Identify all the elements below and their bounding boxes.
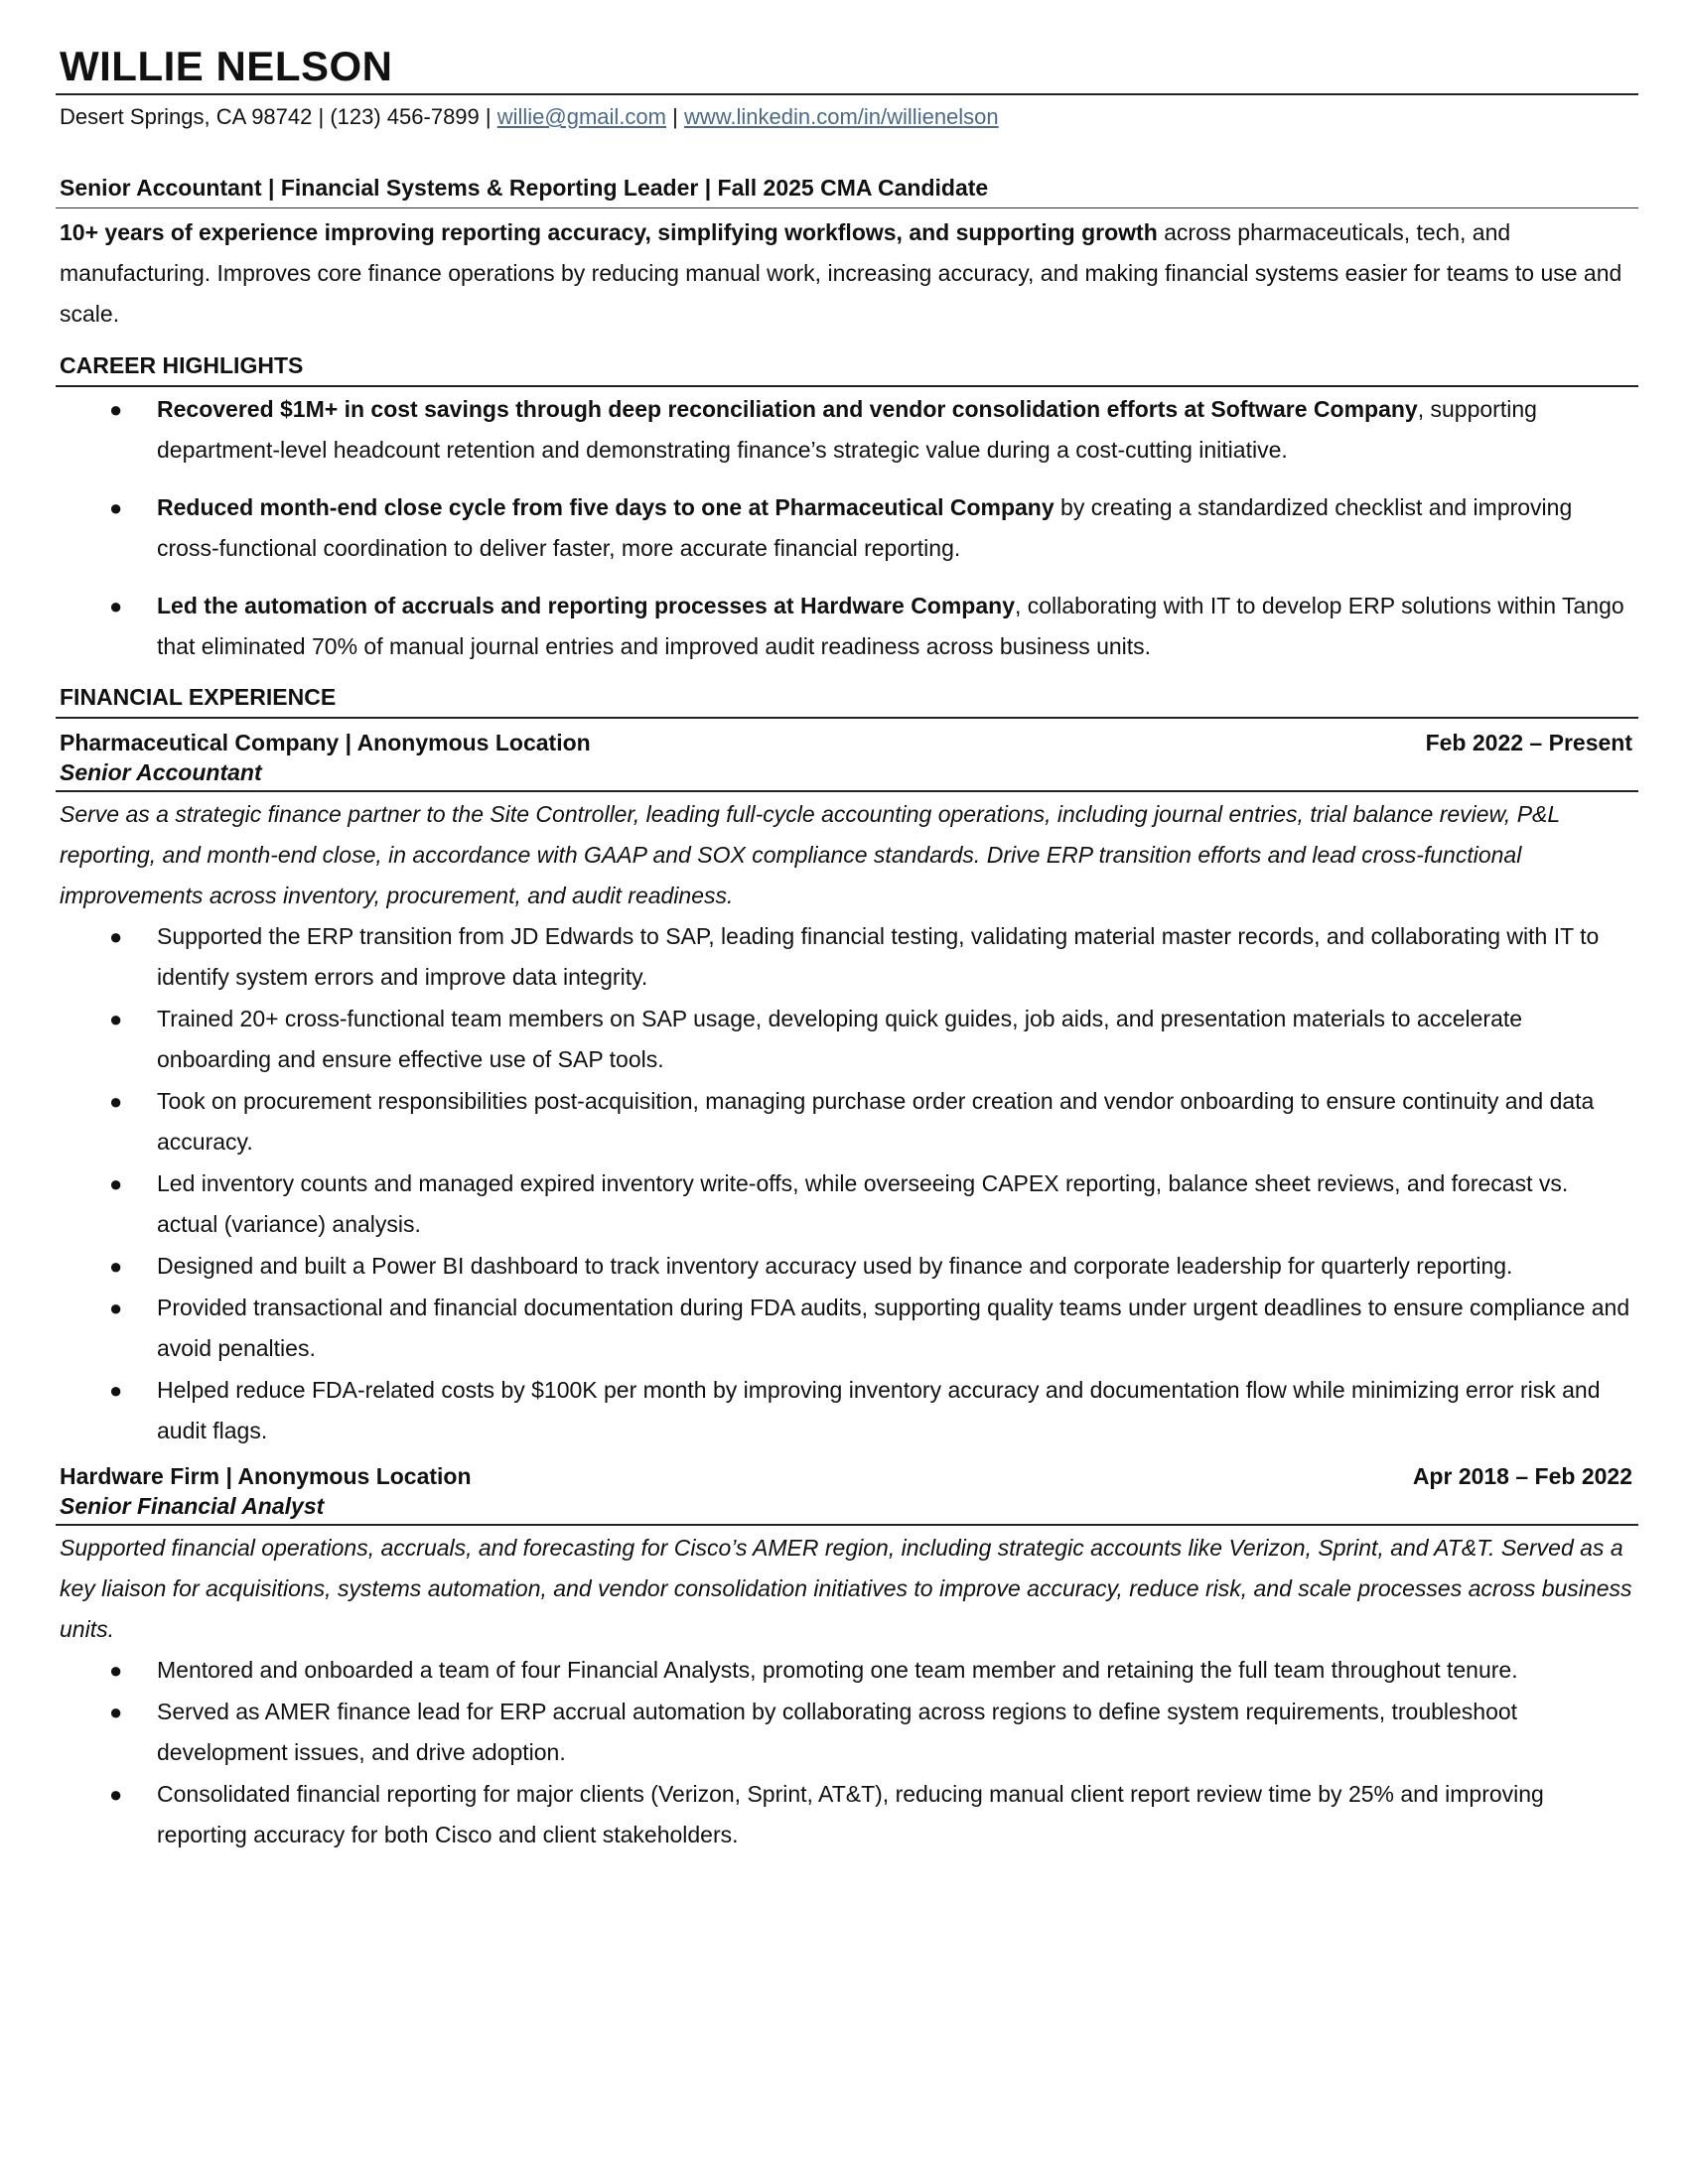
bullet-text: Provided transactional and financial documentation during FDA audits, supporting quality teams under urgent deadlines to ensure compliance and avoid penalties. — [157, 1295, 1630, 1361]
summary-lead: 10+ years of experience improving reporting accuracy, simplifying workflows, and supporting growth — [60, 219, 1158, 245]
bullet-text: Supported the ERP transition from JD Edwards to SAP, leading financial testing, validating material master records, and collaborating with IT to identify system errors and improve data integrity. — [157, 923, 1600, 990]
bullet-text: Designed and built a Power BI dashboard to track inventory accuracy used by finance and corporate leadership for quarterly reporting. — [157, 1253, 1513, 1279]
job-company: Hardware Firm | Anonymous Location — [60, 1463, 472, 1489]
bullet-text: Took on procurement responsibilities post-acquisition, managing purchase order creation and vendor onboarding to ensure continuity and data accuracy. — [157, 1088, 1595, 1155]
list-item — [56, 487, 1638, 569]
location: Desert Springs, CA 98742 — [60, 104, 313, 129]
bullet-icon: ● — [109, 924, 123, 949]
bullet-icon: ● — [109, 1171, 123, 1196]
job-role: Senior Financial Analyst — [56, 1492, 1638, 1526]
bullet-icon: ● — [109, 1254, 123, 1279]
separator: | — [312, 104, 331, 129]
highlights-list — [56, 389, 1638, 667]
bullet-text: Served as AMER finance lead for ERP accrual automation by collaborating across regions to define system requirements, troubleshoot development issues, and drive adoption. — [157, 1699, 1518, 1765]
bullet-icon: ● — [109, 1296, 123, 1320]
bullet-icon: ● — [109, 1007, 123, 1031]
list-item — [56, 1650, 1638, 1691]
job-header — [56, 719, 1638, 758]
bullet-text: Consolidated financial reporting for major clients (Verizon, Sprint, AT&T), reducing manual client report review time by 25% and improving reporting accuracy for both Cisco and client stakeholders. — [157, 1781, 1544, 1847]
job-header — [56, 1452, 1638, 1492]
bullet-text: Helped reduce FDA-related costs by $100K per month by improving inventory accuracy and documentation flow while minimizing error risk and audit flags. — [157, 1377, 1601, 1443]
highlight-bold: Recovered $1M+ in cost savings through deep reconciliation and vendor consolidation efforts at Software Company — [157, 396, 1418, 422]
job-description: Serve as a strategic finance partner to the Site Controller, leading full-cycle accounting operations, including journal entries, trial balance review, P&L reporting, and month-end close, in accordance with GAAP and SOX compliance standards. Drive ERP transition efforts and lead cross-functional improvements across inventory, procurement, and audit readiness. — [60, 801, 1560, 908]
separator: | — [666, 104, 684, 129]
bullet-icon: ● — [109, 1089, 123, 1114]
summary-paragraph — [56, 208, 1638, 335]
job-description: Supported financial operations, accruals, and forecasting for Cisco’s AMER region, including strategic accounts like Verizon, Sprint, and AT&T. Served as a key liaison for acquisitions, systems automation, and vendor consolidation initiatives to improve accuracy, reduce risk, and scale processes across business units. — [60, 1535, 1632, 1642]
highlight-bold: Led the automation of accruals and reporting processes at Hardware Company — [157, 593, 1015, 618]
list-item — [56, 916, 1638, 998]
list-item — [56, 1081, 1638, 1162]
list-item — [56, 1246, 1638, 1287]
highlight-text: , collaborating with IT to develop ERP solutions within Tango that eliminated 70% of manual journal entries and improved audit readiness across business units. — [157, 593, 1624, 659]
highlight-text: , supporting department-level headcount retention and demonstrating finance’s strategic value during a cost-cutting initiative. — [157, 396, 1537, 463]
separator: | — [479, 104, 497, 129]
list-item — [56, 389, 1638, 471]
bullet-icon: ● — [109, 1700, 123, 1724]
list-item — [56, 1692, 1638, 1773]
phone: (123) 456-7899 — [330, 104, 480, 129]
summary-text: across pharmaceuticals, tech, and manufacturing. Improves core finance operations by reducing manual work, increasing accuracy, and making financial systems easier for teams to use and scale. — [60, 219, 1622, 327]
bullet-icon: ● — [109, 397, 123, 422]
professional-headline: Senior Accountant | Financial Systems & Reporting Leader | Fall 2025 CMA Candidate — [56, 175, 1638, 208]
bullet-icon: ● — [109, 1658, 123, 1683]
bullet-icon: ● — [109, 1782, 123, 1807]
list-item — [56, 999, 1638, 1080]
bullet-text: Mentored and onboarded a team of four Financial Analysts, promoting one team member and retaining the full team throughout tenure. — [157, 1657, 1518, 1683]
bullet-text: Trained 20+ cross-functional team members on SAP usage, developing quick guides, job aids, and presentation materials to accelerate onboarding and ensure effective use of SAP tools. — [157, 1006, 1523, 1072]
bullet-text: Led inventory counts and managed expired inventory write-offs, while overseeing CAPEX reporting, balance sheet reviews, and forecast vs. actual (variance) analysis. — [157, 1170, 1569, 1237]
list-item — [56, 586, 1638, 667]
highlight-bold: Reduced month-end close cycle from five days to one at Pharmaceutical Company — [157, 494, 1055, 520]
job-dates: Feb 2022 – Present — [1425, 730, 1632, 755]
job-role: Senior Accountant — [56, 758, 1638, 792]
bullet-icon: ● — [109, 594, 123, 618]
linkedin-link[interactable]: www.linkedin.com/in/willienelson — [683, 104, 999, 129]
list-item — [56, 1163, 1638, 1245]
list-item — [56, 1370, 1638, 1451]
resume-page — [56, 43, 1638, 1856]
section-title-experience: FINANCIAL EXPERIENCE — [56, 684, 1638, 719]
list-item — [56, 1774, 1638, 1855]
contact-line — [56, 95, 1638, 131]
email-link[interactable]: willie@gmail.com — [496, 104, 666, 129]
bullet-icon: ● — [109, 495, 123, 520]
job-dates: Apr 2018 – Feb 2022 — [1412, 1463, 1632, 1489]
section-title-highlights: CAREER HIGHLIGHTS — [56, 352, 1638, 387]
highlight-text: by creating a standardized checklist and improving cross-functional coordination to deliver faster, more accurate financial reporting. — [157, 494, 1573, 561]
bullet-icon: ● — [109, 1378, 123, 1403]
job-bullet-list — [56, 1650, 1638, 1855]
job-company: Pharmaceutical Company | Anonymous Location — [60, 730, 591, 755]
job-bullet-list — [56, 916, 1638, 1451]
list-item — [56, 1288, 1638, 1369]
candidate-name: WILLIE NELSON — [60, 43, 393, 89]
